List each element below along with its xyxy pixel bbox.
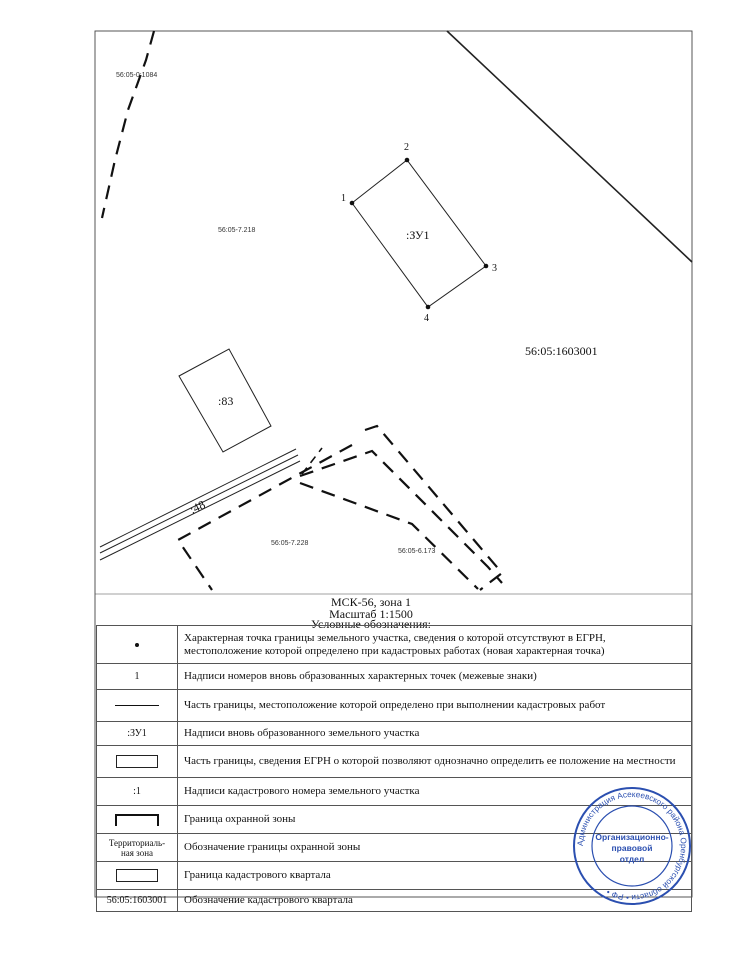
legend-symbol: :ЗУ1 [97, 722, 178, 746]
legend-row [97, 626, 692, 664]
legend-symbol: 56:05:1603001 [97, 890, 178, 912]
legend-symbol [97, 626, 178, 664]
legend-text: Обозначение границы охранной зоны [178, 834, 692, 862]
legend-row [97, 722, 692, 746]
legend-text: Граница охранной зоны [178, 806, 692, 834]
cadastral-label-bottom-left: 56:05-7.228 [271, 540, 309, 547]
point-3-label: 3 [492, 263, 497, 274]
protection-zone-dashed-2 [365, 426, 502, 590]
quarter-label: 56:05:1603001 [525, 344, 598, 358]
legend-symbol: 1 [97, 664, 178, 690]
legend-symbol [97, 690, 178, 722]
line-icon [115, 705, 159, 706]
legend-text: Надписи кадастрового номера земельного участка [178, 778, 692, 806]
dot-icon [135, 643, 139, 647]
point-4-marker [426, 305, 431, 310]
protection-zone-dashed-5 [302, 448, 322, 474]
stamp-line3: отдел [619, 854, 645, 864]
point-2-marker [405, 158, 410, 163]
legend-symbol: :1 [97, 778, 178, 806]
legend-text: Надписи номеров вновь образованных характерных точек (межевые знаки) [178, 664, 692, 690]
legend-symbol [97, 746, 178, 778]
cadastral-label-bottom-right: 56:05-6.173 [398, 548, 436, 555]
point-4-label: 4 [424, 313, 429, 324]
quarter-boundary-line [447, 31, 692, 262]
protection-zone-dashed-3 [300, 483, 478, 589]
official-stamp [571, 785, 693, 907]
legend-text: Часть границы, местоположение которой определено при выполнении кадастровых работ [178, 690, 692, 722]
protection-zone-dashed-1 [300, 451, 502, 583]
cadastral-label-mid: 56:05-7.218 [218, 227, 256, 234]
legend-row [97, 664, 692, 690]
zone-boundary-icon [115, 814, 159, 826]
legend-text: Характерная точка границы земельного участка, сведения о которой отсутствуют в ЕГРН, местоположение которой определено при кадастровых работах (новая характерная точка) [178, 626, 692, 664]
stamp-line1: Организационно- [595, 832, 669, 842]
cadastral-label-north: 56:05-0:1084 [116, 72, 158, 79]
point-3-marker [484, 264, 489, 269]
legend-title: Условные обозначения: [310, 617, 432, 631]
stamp-line2: правовой [611, 843, 653, 853]
parcel-83-label: :83 [218, 394, 234, 408]
legend-text: Надписи вновь образованного земельного участка [178, 722, 692, 746]
legend-symbol: Территориаль-ная зона [97, 834, 178, 862]
point-2-label: 2 [404, 142, 409, 153]
legend-text: Граница кадастрового квартала [178, 862, 692, 890]
legend-row [97, 690, 692, 722]
point-1-marker [350, 201, 355, 206]
legend-symbol [97, 806, 178, 834]
stamp-ring-text: Администрация Асекеевского района Оренбургской области • РФ • [575, 789, 689, 903]
box-icon [116, 755, 158, 768]
parcel-48-label: :48 [187, 497, 208, 517]
zone-boundary-dashed [102, 31, 154, 218]
quarter-box-icon [116, 869, 158, 882]
legend-text: Обозначение кадастрового квартала [178, 890, 692, 912]
point-1-label: 1 [341, 193, 346, 204]
legend-row [97, 746, 692, 778]
map-scale: Масштаб 1:1500 [329, 607, 413, 621]
coordinate-system: МСК-56, зона 1 [330, 595, 412, 609]
new-parcel-label: :ЗУ1 [406, 228, 430, 242]
legend-text: Часть границы, сведения ЕГРН о которой позволяют однозначно определить ее положение на местности [178, 746, 692, 778]
legend-symbol [97, 862, 178, 890]
